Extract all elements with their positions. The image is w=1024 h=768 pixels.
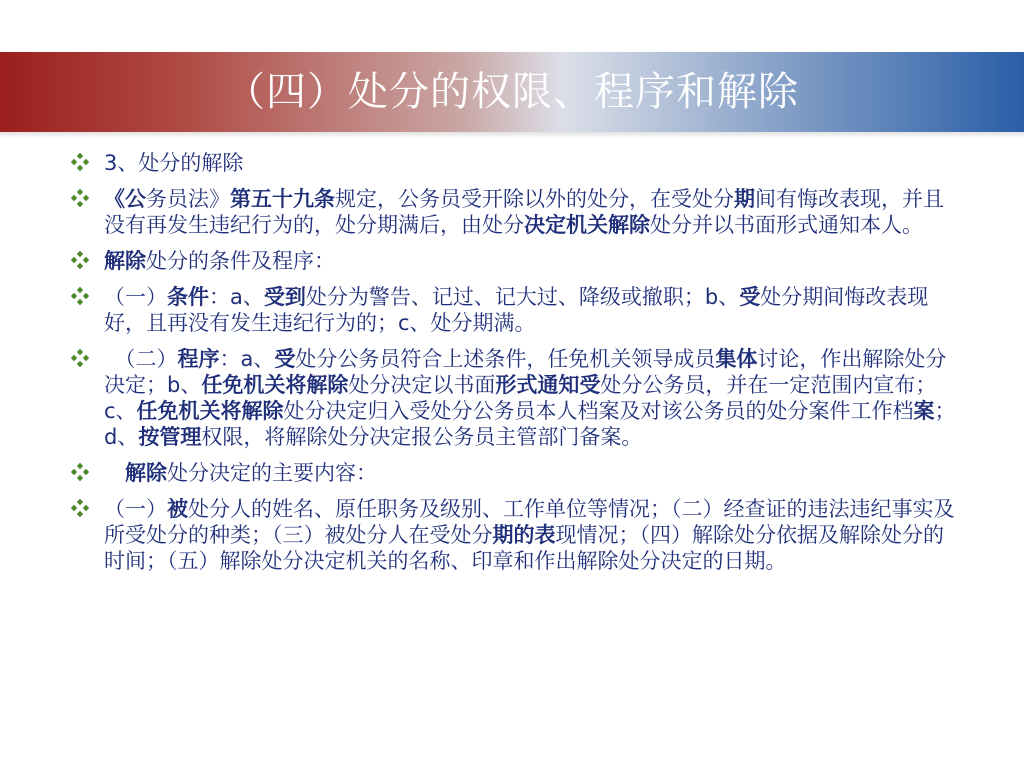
list-item [68, 248, 958, 274]
emphasis-text: 被 [167, 497, 188, 521]
list-item-text [104, 497, 955, 573]
body-text: 现情况；（四）解除处分依据及解除处分的时间；（五）解除处分决定机关的名称、印章和作出解除处分决定的日期。 [104, 523, 944, 573]
emphasis-text: 期的表 [492, 523, 556, 547]
emphasis-text: 受到 [263, 285, 306, 309]
emphasis-text: 程序 [177, 347, 220, 371]
body-text: ；d、 [104, 399, 956, 449]
list-item [68, 496, 958, 574]
list-item-text [104, 461, 377, 485]
emphasis-text: 《公 [104, 187, 146, 211]
list-item [68, 460, 958, 486]
emphasis-text: 期 [734, 187, 755, 211]
list-item [68, 346, 958, 450]
emphasis-text: 解除 [125, 461, 167, 485]
body-text: 处分决定以书面 [348, 373, 496, 397]
body-text: （一） [104, 497, 167, 521]
page-title: （四）处分的权限、程序和解除 [225, 69, 799, 115]
body-text: ：a、 [209, 285, 264, 309]
body-text: 处分的条件及程序： [146, 249, 335, 273]
body-text: ：a、 [219, 347, 275, 371]
body-text: 处分人的姓名、原任职务及级别、工作单位等情况；（二）经查证的违法违纪事实及所受处分的种类；（三）被处分人在受处分 [104, 497, 955, 547]
diamond-dots-icon [70, 152, 90, 172]
emphasis-text: 受 [739, 285, 761, 309]
body-text: 处分公务员，并在一定范围内宣布；c、 [104, 373, 937, 423]
list-item-text [104, 347, 956, 449]
body-text: 间有悔改表现，并且没有再发生违纪行为的，处分期满后，由处分 [104, 187, 944, 237]
emphasis-text: 受 [274, 347, 296, 371]
list-item [68, 186, 958, 238]
diamond-dots-icon [70, 498, 90, 518]
list-item [68, 284, 958, 336]
body-text: 处分期间悔改表现好，且再没有发生违纪行为的；c、处分期满。 [104, 285, 929, 335]
bullet-list [68, 150, 958, 584]
emphasis-text: 决定机关解除 [524, 213, 650, 237]
emphasis-text: 集体 [715, 347, 758, 371]
emphasis-text: 条件 [167, 285, 209, 309]
list-item-text [104, 187, 944, 237]
body-text: 处分公务员符合上述条件，任免机关领导成员 [295, 347, 716, 371]
emphasis-text: 形式通知受 [495, 373, 601, 397]
diamond-dots-icon [70, 348, 90, 368]
emphasis-text: 任免机关将解除 [201, 373, 349, 397]
body-text: 处分决定的主要内容： [167, 461, 377, 485]
emphasis-text: 案 [913, 399, 935, 423]
body-text: （一） [104, 285, 167, 309]
list-item-text [104, 249, 335, 273]
list-item-text [104, 151, 243, 175]
list-item [68, 150, 958, 176]
body-text [104, 461, 125, 485]
emphasis-text: 解除 [104, 249, 146, 273]
body-text: 处分决定归入受处分公务员本人档案及对该公务员的处分案件工作档 [283, 399, 914, 423]
body-text: 讨论，作出解除处分决定；b、 [104, 347, 947, 397]
emphasis-text: 任免机关将解除 [136, 399, 284, 423]
body-text: 3、处分的解除 [104, 151, 244, 175]
diamond-dots-icon [70, 188, 90, 208]
diamond-dots-icon [70, 462, 90, 482]
emphasis-text: 第五十九条 [230, 187, 335, 211]
emphasis-text: 按管理 [138, 425, 202, 449]
diamond-dots-icon [70, 250, 90, 270]
body-text: 处分为警告、记过、记大过、降级或撤职；b、 [305, 285, 740, 309]
body-text: 处分并以书面形式通知本人。 [650, 213, 923, 237]
body-text: 规定，公务员受开除以外的处分，在受处分 [335, 187, 734, 211]
list-item-text [104, 285, 928, 335]
body-text: 权限，将解除处分决定报公务员主管部门备案。 [201, 425, 643, 449]
body-text: 务员法》 [146, 187, 230, 211]
body-text: （二） [104, 347, 178, 371]
diamond-dots-icon [70, 286, 90, 306]
